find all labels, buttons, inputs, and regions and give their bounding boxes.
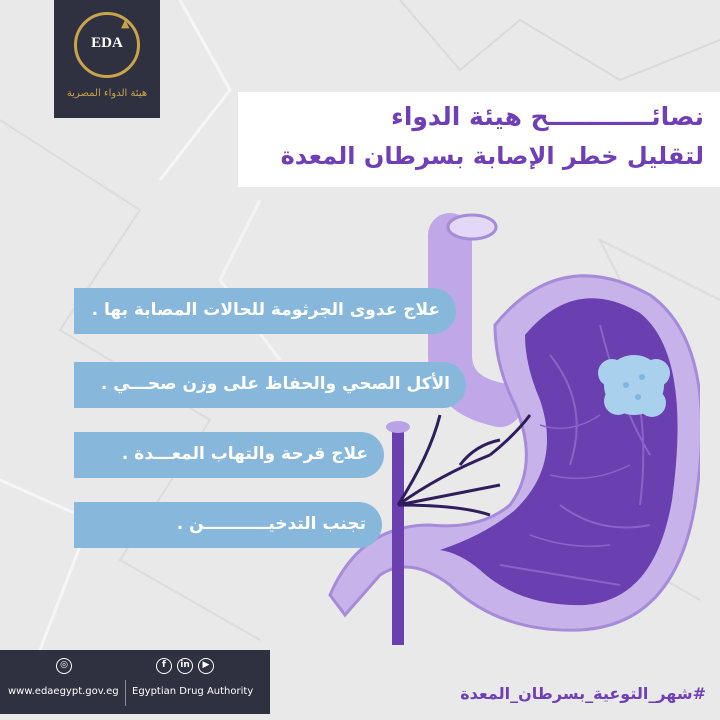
website-link[interactable]: www.edaegypt.gov.eg bbox=[8, 686, 119, 697]
title-line-1: نصائــــــــــــح هيئة الدواء bbox=[391, 102, 704, 131]
tumor-cluster bbox=[598, 355, 670, 417]
footer-divider bbox=[125, 680, 126, 706]
organization-name: Egyptian Drug Authority bbox=[132, 686, 254, 697]
eda-logo bbox=[54, 0, 160, 118]
logo-arabic-name: هيئة الدواء المصرية bbox=[66, 88, 148, 99]
facebook-icon[interactable]: f bbox=[156, 658, 172, 674]
tip-text-3: علاج قرحة والتهاب المعـــدة . bbox=[121, 444, 368, 464]
tip-text-1: علاج عدوى الجرثومة للحالات المصابة بها . bbox=[91, 300, 440, 320]
hashtag: #شهر_التوعية_بسرطان_المعدة bbox=[460, 684, 706, 703]
tip-item-3 bbox=[74, 432, 384, 478]
tip-text-2: الأكل الصحي والحفاظ على وزن صحـــي . bbox=[100, 374, 450, 394]
tip-item-2 bbox=[74, 362, 466, 408]
logo-monogram: EDA bbox=[91, 35, 123, 51]
globe-icon[interactable]: ◎ bbox=[56, 658, 72, 674]
footer-bar bbox=[0, 650, 270, 714]
youtube-icon[interactable]: ▶ bbox=[198, 658, 214, 674]
title-banner bbox=[238, 92, 720, 187]
tip-text-4: تجنب التدخيـــــــــــن . bbox=[176, 514, 366, 534]
tip-item-1 bbox=[74, 288, 456, 334]
eagle-icon: ▲ bbox=[121, 17, 130, 30]
title-line-2: لتقليل خطر الإصابة بسرطان المعدة bbox=[280, 142, 704, 170]
tip-item-4 bbox=[74, 502, 382, 548]
logo-seal bbox=[74, 12, 140, 78]
linkedin-icon[interactable]: in bbox=[177, 658, 193, 674]
esophagus-opening bbox=[448, 215, 496, 239]
